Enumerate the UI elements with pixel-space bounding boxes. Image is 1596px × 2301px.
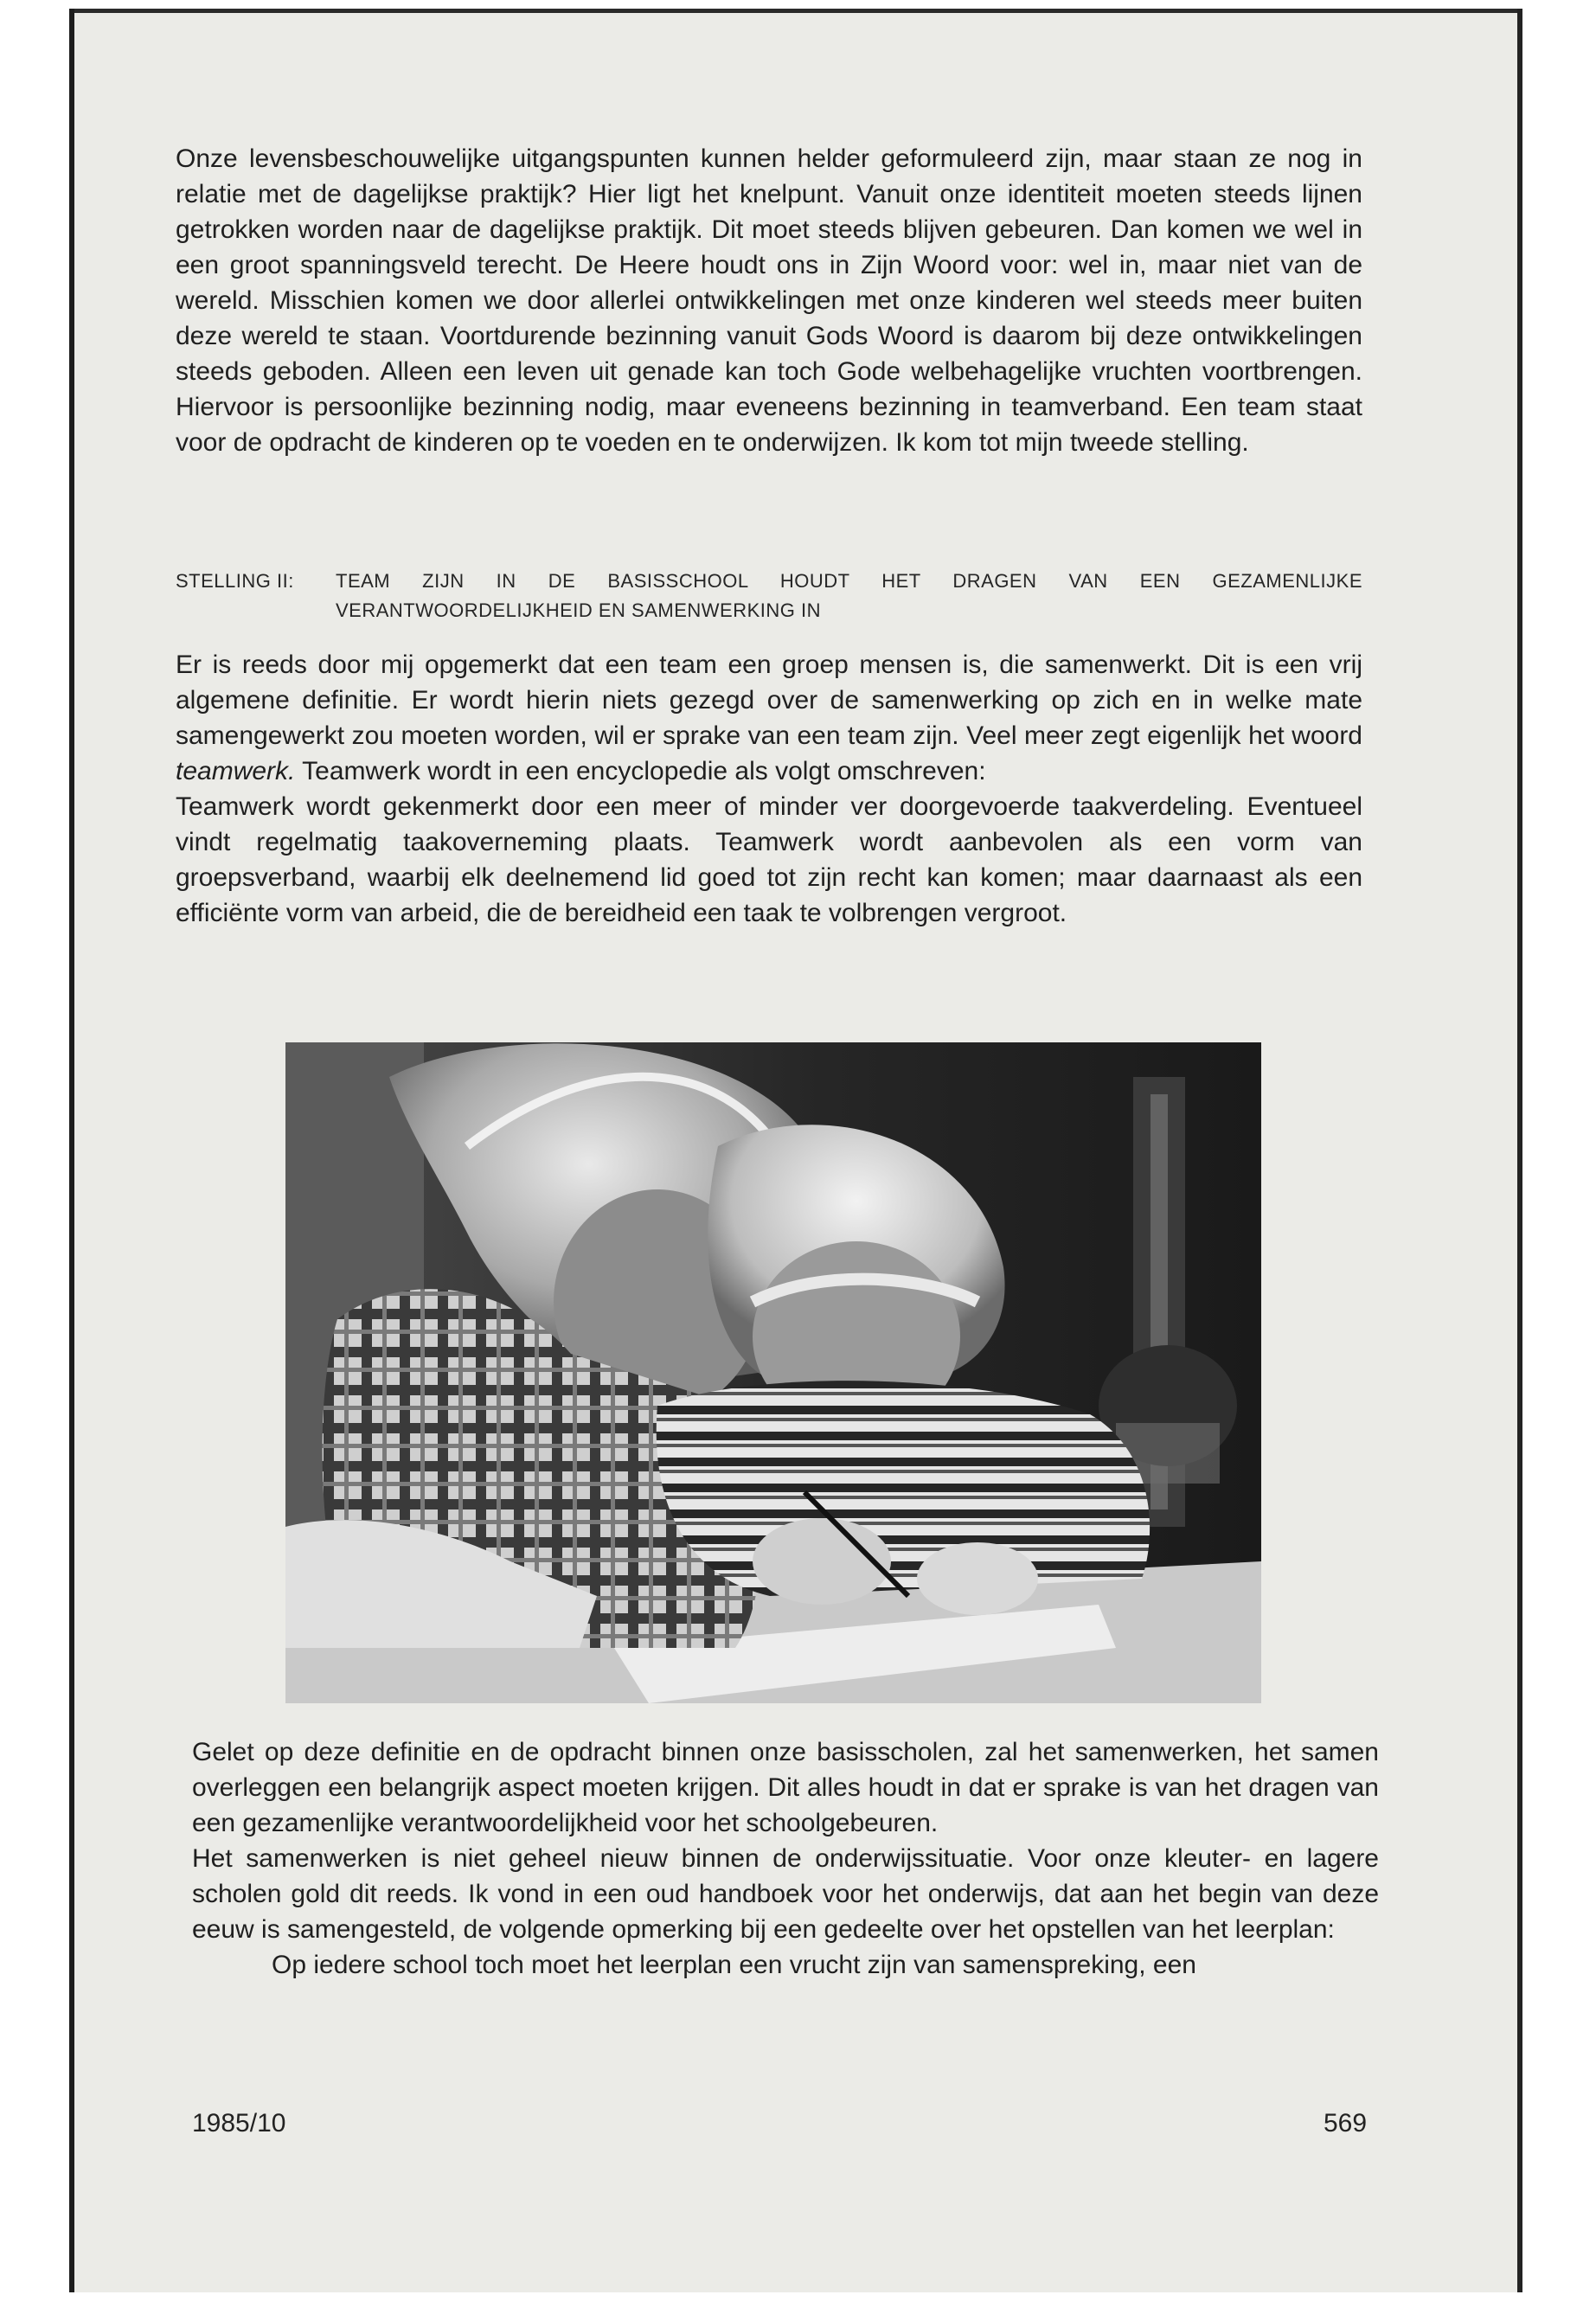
- p1-before: Er is reeds door mij opgemerkt dat een team een groep mensen is, die samenwerkt. Dit is een vrij algemene definitie. Er wordt hierin niets gezegd over de samenwerking op zich en in welke mate samengewerkt zou moeten worden, wil er sprake van een team zijn. Veel meer zegt eigenlijk het woord: [176, 651, 1362, 750]
- page-number: 569: [1324, 2109, 1368, 2138]
- section-2: [176, 647, 1362, 931]
- section-3-paragraph-1: Gelet op deze definitie en de opdracht binnen onze basisscholen, zal het samenwerken, het samen overleggen een belangrijk aspect moeten krijgen. Dit alles houdt in dat er sprake is van het dragen van een gezamenlijke verantwoordelijkheid voor het schoolgebeuren.: [192, 1738, 1379, 1837]
- p1-italic-term: teamwerk.: [176, 757, 296, 785]
- issue-number: 1985/10: [192, 2109, 286, 2138]
- photo-two-children-drawing-icon: [285, 1042, 1261, 1703]
- intro-paragraph: [176, 141, 1362, 460]
- p1-after: Teamwerk wordt in een encyclopedie als volgt omschreven:: [295, 757, 986, 785]
- section-3-paragraph-3: Op iedere school toch moet het leerplan een vrucht zijn van samenspreking, een: [272, 1951, 1196, 1979]
- stelling-label: STELLING II:: [176, 570, 294, 592]
- stelling-line-1: TEAM ZIJN IN DE BASISSCHOOL HOUDT HET DRAGEN VAN EEN GEZAMENLIJKE: [336, 570, 1362, 592]
- scan-border-right: [1517, 9, 1522, 2292]
- stelling-row: [176, 567, 1362, 596]
- stelling-line-2: VERANTWOORDELIJKHEID EN SAMENWERKING IN: [336, 599, 822, 621]
- section-2-paragraph-1: [176, 647, 1362, 789]
- intro-text: Onze levensbeschouwelijke uitgangspunten kunnen helder geformuleerd zijn, maar staan ze nog in relatie met de dagelijkse praktijk? Hier ligt het knelpunt. Vanuit onze identiteit moeten steeds lijnen getrokken worden naar de dagelijkse praktijk. Dit moet steeds blijven gebeuren. Dan komen we wel in een groot spanningsveld terecht. De Heere houdt ons in Zijn Woord voor: wel in, maar niet van de wereld. Misschien komen we door allerlei ontwikkelingen met onze kinderen wel steeds meer buiten deze wereld te staan. Voortdurende bezinning vanuit Gods Woord is daarom bij deze ontwikkelingen steeds geboden. Alleen een leven uit genade kan toch Gode welbehagelijke vruchten voortbrengen. Hiervoor is persoonlijke bezinning nodig, maar eveneens bezinning in teamverband. Een team staat voor de opdracht de kinderen op te voeden en te onderwijzen. Ik kom tot mijn tweede stelling.: [176, 144, 1362, 457]
- section-2-paragraph-2: Teamwerk wordt gekenmerkt door een meer of minder ver doorgevoerde taakverdeling. Eventueel vindt regelmatig taakoverneming plaats. Teamwerk wordt aanbevolen als een vorm van groepsverband, waarbij elk deelnemend lid goed tot zijn recht kan komen; maar daarnaast als een efficiënte vorm van arbeid, die de bereidheid een taak te volbrengen vergroot.: [176, 792, 1362, 927]
- section-3: [192, 1734, 1379, 1983]
- stelling-heading: [176, 567, 1362, 625]
- section-3-paragraph-2: Het samenwerken is niet geheel nieuw binnen de onderwijssituatie. Voor onze kleuter- en lagere scholen gold dit reeds. Ik vond in een oud handboek voor het onderwijs, dat aan het begin van deze eeuw is samengesteld, de volgende opmerking bij een gedeelte over het opstellen van het leerplan:: [192, 1844, 1379, 1944]
